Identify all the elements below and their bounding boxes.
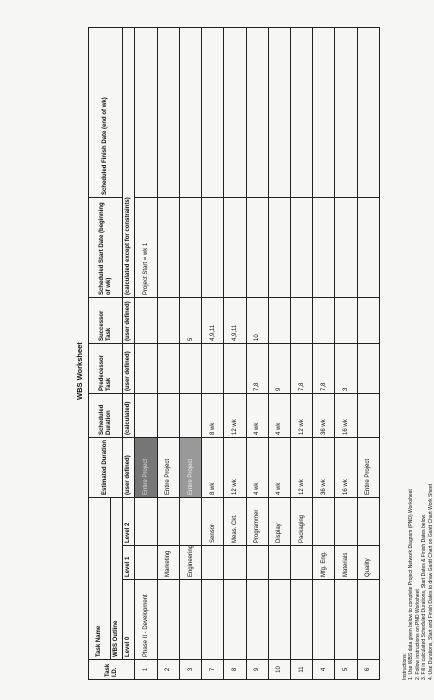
wbs-table — [88, 27, 380, 680]
instructions — [402, 40, 434, 680]
predecessor-cell — [357, 343, 379, 393]
level2-cell — [179, 497, 201, 545]
start-date-cell — [357, 197, 379, 297]
level0-cell — [357, 580, 379, 660]
table-row — [335, 27, 357, 679]
header-predecessor: Predecessor Task — [89, 343, 123, 393]
level0-cell — [202, 580, 224, 660]
instruction-line-2: 2. Follow instructions on PND Worksheet — [414, 589, 421, 680]
predecessor-cell — [179, 343, 201, 393]
instruction-line-4: 4. Use Durations, Start and Finish Dates to draw Gantt Chart on Gantt Chart Work Sheet — [427, 483, 434, 680]
successor-cell — [357, 297, 379, 343]
header-scheduled-duration: Scheduled Duration — [89, 393, 123, 437]
successor-cell: 10 — [246, 297, 268, 343]
task-id-cell: 11 — [291, 660, 313, 680]
header-estimated-duration: Estimated Duration — [89, 437, 123, 497]
level2-cell: Sensor — [202, 497, 224, 545]
estimated-cell: 4 wk — [246, 437, 268, 497]
scheduled-cell: 12 wk — [291, 393, 313, 437]
level2-cell — [335, 497, 357, 545]
task-id-cell: 10 — [268, 660, 290, 680]
scheduled-cell: 8 wk — [202, 393, 224, 437]
finish-date-cell — [335, 27, 357, 197]
table-row — [246, 27, 268, 679]
instruction-line-1: 1. Use WBS data given below to complete Project Network Diagram (PND) Worksheet — [408, 489, 415, 680]
header-task-id: Task I.D. — [89, 660, 135, 680]
subheader-dates: (calculated except for constraints) — [123, 27, 135, 297]
header-task-name: Task Name — [89, 497, 111, 659]
estimated-cell: 12 wk — [224, 437, 246, 497]
subheader-estimated: (user defined) — [123, 437, 135, 497]
level1-cell: Mfg. Eng. — [313, 546, 335, 580]
start-date-cell — [268, 197, 290, 297]
estimated-cell: Entire Project — [135, 437, 157, 497]
successor-cell — [157, 297, 179, 343]
start-date-cell — [335, 197, 357, 297]
start-date-cell — [179, 197, 201, 297]
scheduled-cell: 36 wk — [313, 393, 335, 437]
subheader-successor: (user defined) — [123, 297, 135, 343]
task-id-cell: 2 — [157, 660, 179, 680]
level1-cell: Quality — [357, 546, 379, 580]
subheader-scheduled: (calculated) — [123, 393, 135, 437]
successor-cell: 4,9,11 — [224, 297, 246, 343]
task-id-cell: 6 — [357, 660, 379, 680]
estimated-cell: 12 wk — [291, 437, 313, 497]
task-id-cell: 5 — [335, 660, 357, 680]
estimated-cell: 8 wk — [202, 437, 224, 497]
header-level-2: Level 2 — [123, 497, 135, 545]
level2-cell — [357, 497, 379, 545]
predecessor-cell — [135, 343, 157, 393]
start-date-cell — [313, 197, 335, 297]
level0-cell — [179, 580, 201, 660]
successor-cell — [313, 297, 335, 343]
level0-cell — [335, 580, 357, 660]
predecessor-cell: 7,8 — [313, 343, 335, 393]
table-row — [268, 27, 290, 679]
predecessor-cell — [202, 343, 224, 393]
scheduled-cell: 4 wk — [246, 393, 268, 437]
level0-cell — [268, 580, 290, 660]
estimated-cell: Entire Project — [179, 437, 201, 497]
level1-cell — [291, 546, 313, 580]
table-row — [291, 27, 313, 679]
header-finish-date: Scheduled Finish Date (end of wk) — [89, 27, 123, 197]
table-row — [157, 27, 179, 679]
level0-cell — [313, 580, 335, 660]
finish-date-cell — [135, 27, 157, 197]
scheduled-cell: 4 wk — [268, 393, 290, 437]
table-row — [202, 27, 224, 679]
level1-cell: Marketing — [157, 546, 179, 580]
estimated-cell: 16 wk — [335, 437, 357, 497]
level2-cell: Programmer — [246, 497, 268, 545]
header-successor: Successor Task — [89, 297, 123, 343]
scheduled-cell: 16 wk — [335, 393, 357, 437]
task-id-cell: 4 — [313, 660, 335, 680]
predecessor-cell — [157, 343, 179, 393]
level2-cell: Packaging — [291, 497, 313, 545]
estimated-cell: Entire Project — [157, 437, 179, 497]
finish-date-cell — [268, 27, 290, 197]
level1-cell — [202, 546, 224, 580]
worksheet-title: WBS Worksheet — [75, 342, 84, 400]
instruction-line-3: 3. Fill in calculated Scheduled Durations, Start Dates & Finish Dates below. — [421, 513, 428, 680]
finish-date-cell — [357, 27, 379, 197]
table-row — [224, 27, 246, 679]
scheduled-cell — [179, 393, 201, 437]
start-date-cell — [246, 197, 268, 297]
start-date-cell — [202, 197, 224, 297]
level1-cell — [224, 546, 246, 580]
level2-cell — [135, 497, 157, 545]
successor-cell — [291, 297, 313, 343]
start-date-cell — [291, 197, 313, 297]
scheduled-cell — [357, 393, 379, 437]
level0-cell — [157, 580, 179, 660]
task-id-cell: 8 — [224, 660, 246, 680]
task-id-cell: 7 — [202, 660, 224, 680]
successor-cell: 5 — [179, 297, 201, 343]
finish-date-cell — [313, 27, 335, 197]
instructions-heading: Instructions: — [402, 653, 408, 680]
task-id-cell: 3 — [179, 660, 201, 680]
successor-cell: 4,9,11 — [202, 297, 224, 343]
header-level-1: Level 1 — [123, 546, 135, 580]
level1-cell: Engineering — [179, 546, 201, 580]
start-date-cell: Project Start = wk 1 — [135, 197, 157, 297]
header-wbs-outline: WBS Outline — [111, 497, 123, 659]
level2-cell — [157, 497, 179, 545]
header-level-0: Level 0 — [123, 580, 135, 660]
estimated-cell: 4 wk — [268, 437, 290, 497]
successor-cell — [335, 297, 357, 343]
level2-cell: Display — [268, 497, 290, 545]
predecessor-cell: 7,8 — [246, 343, 268, 393]
predecessor-cell: 7,8 — [291, 343, 313, 393]
finish-date-cell — [224, 27, 246, 197]
finish-date-cell — [157, 27, 179, 197]
level1-cell — [135, 546, 157, 580]
table-row — [179, 27, 201, 679]
scheduled-cell — [135, 393, 157, 437]
start-date-cell — [224, 197, 246, 297]
table-row — [135, 27, 157, 679]
level2-cell — [313, 497, 335, 545]
table-row — [357, 27, 379, 679]
estimated-cell: Entire Project — [357, 437, 379, 497]
scheduled-cell: 12 wk — [224, 393, 246, 437]
scheduled-cell — [157, 393, 179, 437]
finish-date-cell — [246, 27, 268, 197]
start-date-cell — [157, 197, 179, 297]
level0-cell — [291, 580, 313, 660]
finish-date-cell — [179, 27, 201, 197]
finish-date-cell — [202, 27, 224, 197]
subheader-predecessor: (user defined) — [123, 343, 135, 393]
level0-cell — [246, 580, 268, 660]
header-start-date: Scheduled Start Date (beginning of wk) — [89, 197, 123, 297]
finish-date-cell — [291, 27, 313, 197]
level1-cell — [246, 546, 268, 580]
level2-cell: Meas. Ckt. — [224, 497, 246, 545]
level0-cell — [224, 580, 246, 660]
task-id-cell: 9 — [246, 660, 268, 680]
task-id-cell: 1 — [135, 660, 157, 680]
table-row — [313, 27, 335, 679]
successor-cell — [268, 297, 290, 343]
predecessor-cell: 3 — [335, 343, 357, 393]
level1-cell: Materials — [335, 546, 357, 580]
predecessor-cell — [224, 343, 246, 393]
successor-cell — [135, 297, 157, 343]
predecessor-cell: 9 — [268, 343, 290, 393]
estimated-cell: 36 wk — [313, 437, 335, 497]
level1-cell — [268, 546, 290, 580]
level0-cell: Phase II - Development — [135, 580, 157, 660]
